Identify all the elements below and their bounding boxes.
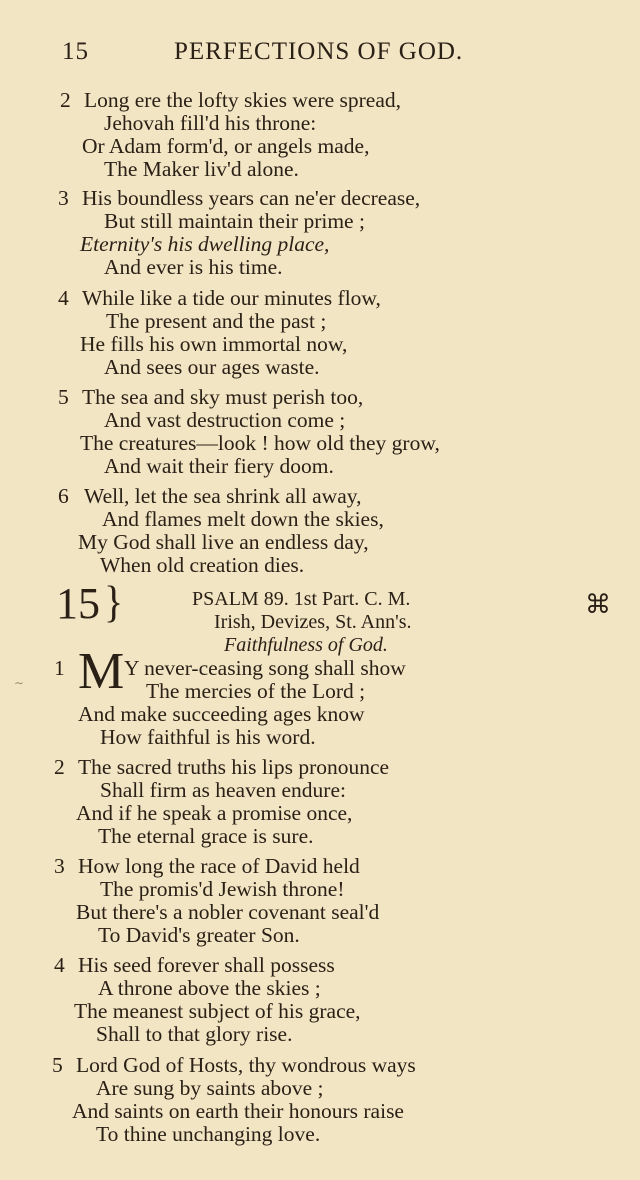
stanza-number: 5 (52, 1053, 63, 1077)
verse-line: How faithful is his word. (100, 725, 316, 749)
running-title: PERFECTIONS OF GOD. (174, 38, 464, 65)
verse-line: A throne above the skies ; (98, 976, 321, 1000)
verse-line: Or Adam form'd, or angels made, (82, 134, 370, 158)
stanza-number: 2 (60, 88, 71, 112)
page-number: 15 (62, 38, 89, 65)
tune-names: Irish, Devizes, St. Ann's. (214, 611, 412, 633)
verse-line: He fills his own immortal now, (80, 332, 348, 356)
verse-line: And saints on earth their honours raise (72, 1099, 404, 1123)
verse-line: Jehovah fill'd his throne: (104, 111, 317, 135)
verse-line: The mercies of the Lord ; (146, 679, 366, 703)
brace-glyph: } (104, 576, 124, 627)
verse-line: The eternal grace is sure. (98, 824, 314, 848)
verse-line: Y never-ceasing song shall show (124, 656, 406, 680)
verse-line: And if he speak a promise once, (76, 801, 353, 825)
verse-line: And wait their fiery doom. (104, 454, 334, 478)
stanza-number: 5 (58, 385, 69, 409)
verse-line: His seed forever shall possess (78, 953, 335, 977)
verse-line: The creatures—look ! how old they grow, (80, 431, 440, 455)
verse-line: Eternity's his dwelling place, (80, 232, 330, 256)
verse-line: My God shall live an endless day, (78, 530, 369, 554)
verse-line: When old creation dies. (100, 553, 305, 577)
verse-line: And sees our ages waste. (104, 355, 320, 379)
verse-line: But there's a nobler covenant seal'd (76, 900, 380, 924)
stanza-number: 3 (54, 854, 65, 878)
stanza-number: 2 (54, 755, 65, 779)
verse-line: Well, let the sea shrink all away, (84, 484, 362, 508)
verse-line: The meanest subject of his grace, (74, 999, 361, 1023)
verse-line: The present and the past ; (106, 309, 327, 333)
verse-line: But still maintain their prime ; (104, 209, 365, 233)
verse-line: Are sung by saints above ; (96, 1076, 324, 1100)
stanza-number: 3 (58, 186, 69, 210)
stanza-number: 4 (58, 286, 69, 310)
verse-line: Shall to that glory rise. (96, 1022, 293, 1046)
hymn-subtitle: Faithfulness of God. (224, 634, 388, 656)
verse-line: The Maker liv'd alone. (104, 157, 299, 181)
verse-line: The sacred truths his lips pronounce (78, 755, 390, 779)
stanza-number: 4 (54, 953, 65, 977)
drop-cap: M (78, 643, 125, 700)
verse-line: Long ere the lofty skies were spread, (84, 88, 402, 112)
verse-line: The promis'd Jewish throne! (100, 877, 345, 901)
verse-line: To David's greater Son. (98, 923, 300, 947)
ornament-icon: ⌘ (585, 590, 611, 619)
verse-line: The sea and sky must perish too, (82, 385, 364, 409)
verse-line: To thine unchanging love. (96, 1122, 321, 1146)
page-header (62, 38, 502, 74)
print-speck: ∼ (14, 676, 25, 690)
verse-line: His boundless years can ne'er decrease, (82, 186, 421, 210)
verse-line: While like a tide our minutes flow, (82, 286, 381, 310)
psalm-heading: PSALM 89. 1st Part. C. M. (192, 588, 411, 610)
verse-line: And make succeeding ages know (78, 702, 365, 726)
stanza-number: 6 (58, 484, 69, 508)
verse-line: Shall firm as heaven endure: (100, 778, 346, 802)
verse-line: And ever is his time. (104, 255, 283, 279)
verse-line: Lord God of Hosts, thy wondrous ways (76, 1053, 416, 1077)
hymn-number: 15 (56, 579, 100, 628)
stanza-number: 1 (54, 656, 65, 680)
verse-line: How long the race of David held (78, 854, 360, 878)
verse-line: And vast destruction come ; (104, 408, 346, 432)
verse-line: And flames melt down the skies, (102, 507, 384, 531)
